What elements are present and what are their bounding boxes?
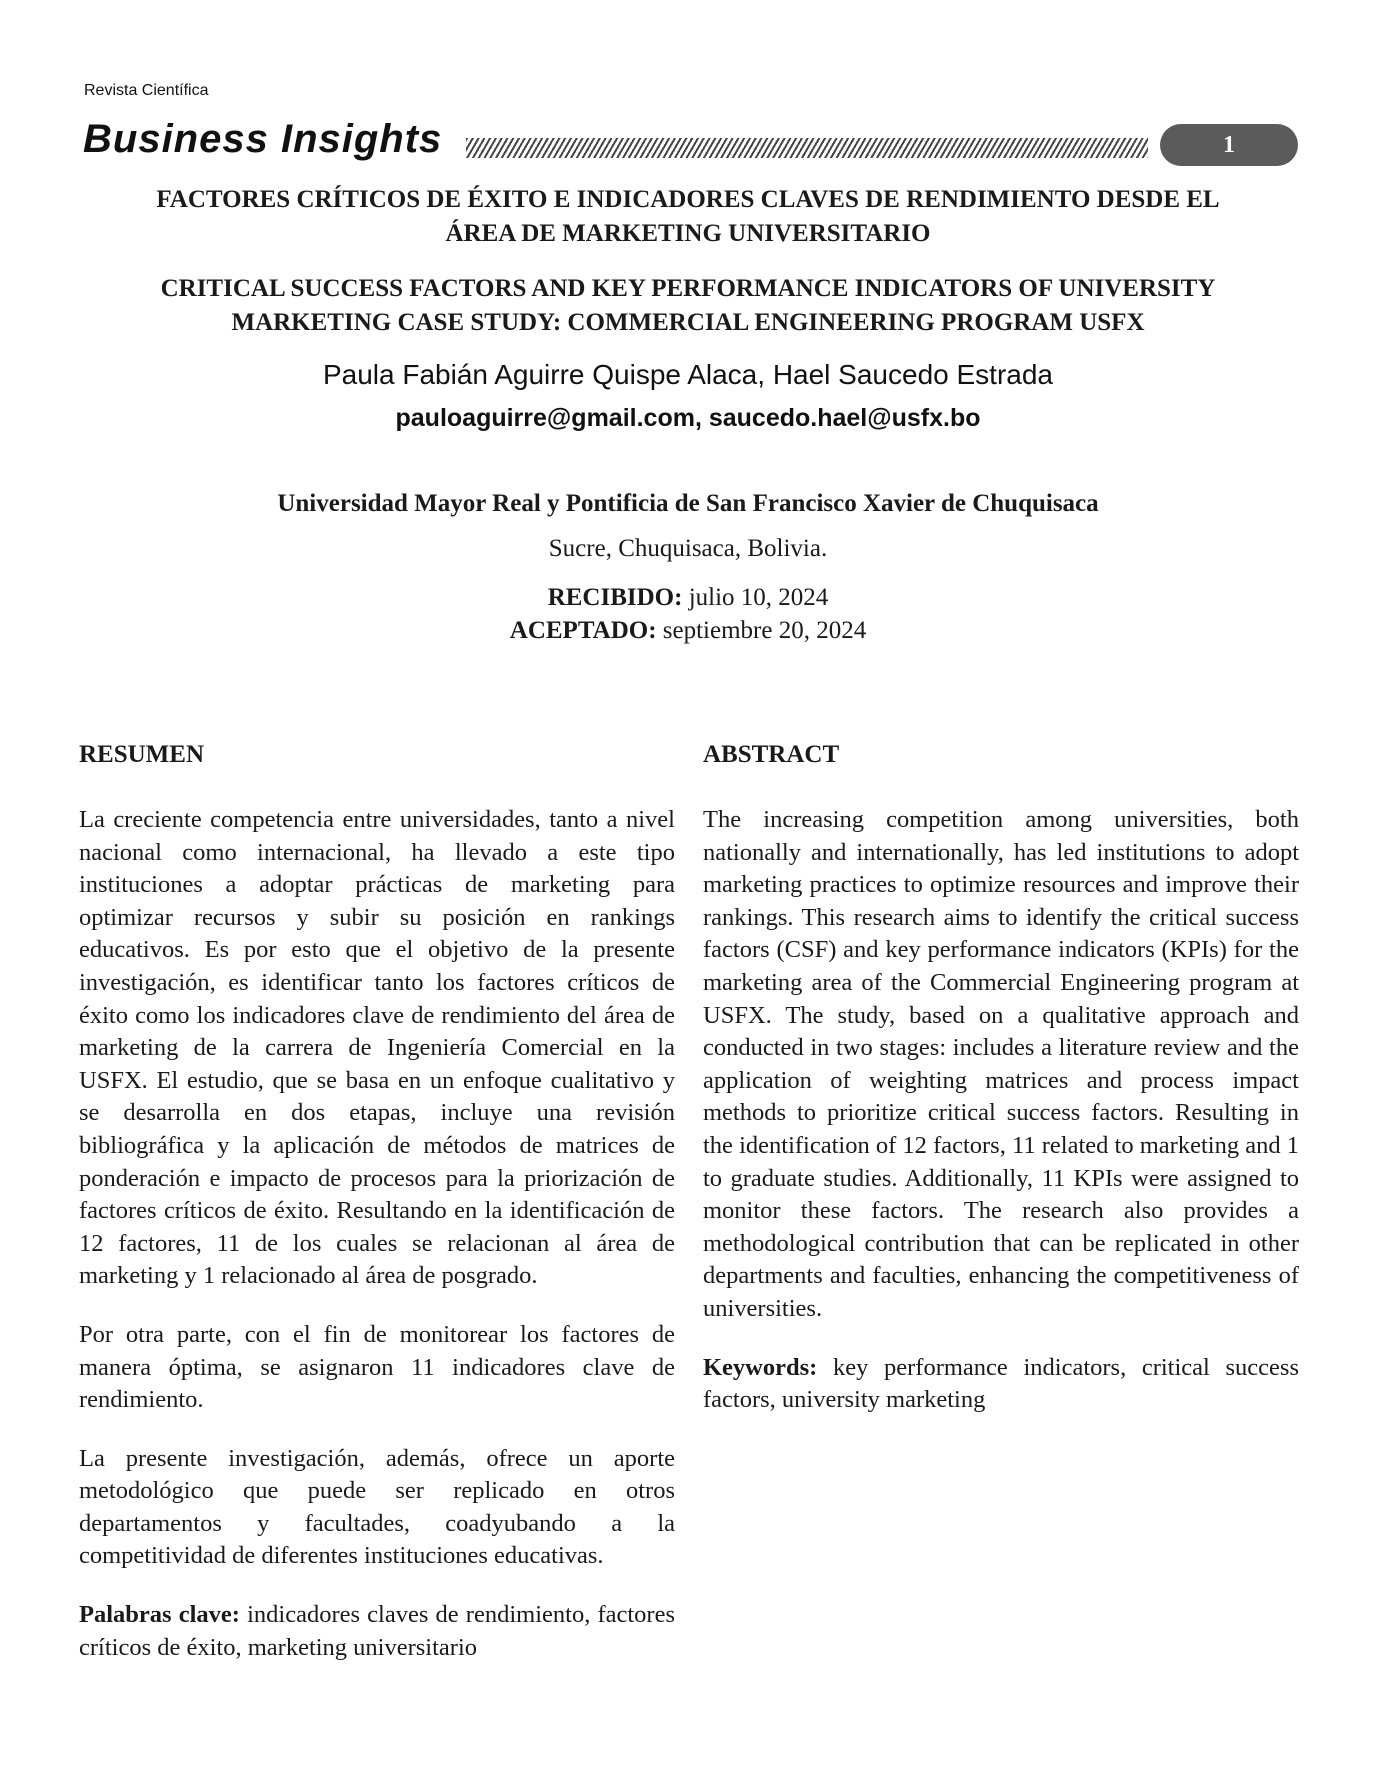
resumen-paragraph-3: La presente investigación, además, ofrece un aporte metodológico que puede ser replicado en otros departamentos y facultades, coadyubando a la competitividad de diferentes instituciones educativas. — [79, 1444, 675, 1570]
abstract-column — [703, 738, 1299, 1443]
accepted-value: septiembre 20, 2024 — [656, 617, 867, 644]
journal-label: Revista Científica — [84, 82, 209, 99]
resumen-keywords-label: Palabras clave: — [79, 1601, 240, 1629]
affiliation-location: Sucre, Chuquisaca, Bolivia. — [548, 535, 828, 562]
affiliation: Universidad Mayor Real y Pontificia de San Francisco Xavier de Chuquisaca — [277, 490, 1099, 517]
submission-dates — [0, 581, 1376, 647]
title-spanish-line2: ÁREA DE MARKETING UNIVERSITARIO — [445, 220, 931, 247]
title-spanish — [80, 183, 1296, 251]
abstract-keywords-text: key performance indicators, critical success factors, university marketing — [703, 1353, 1299, 1414]
title-english-line2: MARKETING CASE STUDY: COMMERCIAL ENGINEERING PROGRAM USFX — [231, 309, 1145, 336]
title-english — [80, 272, 1296, 340]
resumen-paragraph-1: La creciente competencia entre universidades, tanto a nivel nacional como internacional, ha llevado a este tipo instituciones a adoptar prácticas de marketing para optimizar recursos y subir su posición en rankings educativos. Es por esto que el objetivo de la presente investigación, es identificar tanto los factores críticos de éxito como los indicadores clave de rendimiento del área de marketing de la carrera de Ingeniería Comercial en la USFX. El estudio, que se basa en un enfoque cualitativo y se desarrolla en dos etapas, incluye una revisión bibliográfica y la aplicación de métodos de matrices de ponderación e impacto de procesos para la priorización de factores críticos de éxito. Resultando en la identificación de 12 factores, 11 de los cuales se relacionan al área de marketing y 1 relacionado al área de posgrado. — [79, 806, 675, 1290]
abstract-paragraph-1: The increasing competition among universities, both nationally and internationally, has led institutions to adopt marketing practices to optimize resources and improve their rankings. This research aims to identify the critical success factors (CSF) and key performance indicators (KPIs) for the marketing area of the Commercial Engineering program at USFX. The study, based on a qualitative approach and conducted in two stages: includes a literature review and the application of weighting matrices and process impact methods to prioritize critical success factors. Resulting in the identification of 12 factors, 11 related to marketing and 1 to graduate studies. Additionally, 11 KPIs were assigned to monitor these factors. The research also provides a methodological contribution that can be replicated in other departments and faculties, enhancing the competitiveness of universities. — [703, 806, 1299, 1322]
resumen-keywords — [79, 1599, 675, 1664]
resumen-paragraph-2: Por otra parte, con el fin de monitorear los factores de manera óptima, se asignaron 11 indicadores clave de rendimiento. — [79, 1320, 675, 1414]
accepted-label: ACEPTADO: — [509, 617, 657, 644]
author-emails: pauloaguirre@gmail.com, saucedo.hael@usfx.bo — [395, 404, 981, 432]
resumen-heading: RESUMEN — [79, 741, 205, 768]
title-spanish-line1: FACTORES CRÍTICOS DE ÉXITO E INDICADORES CLAVES DE RENDIMIENTO DESDE EL — [156, 186, 1220, 213]
received-date — [0, 581, 1376, 614]
resumen-keywords-text: indicadores claves de rendimiento, factores críticos de éxito, marketing universitario — [79, 1601, 676, 1661]
title-english-line1: CRITICAL SUCCESS FACTORS AND KEY PERFORMANCE INDICATORS OF UNIVERSITY — [160, 275, 1216, 302]
header-hatch-decoration — [466, 138, 1148, 158]
abstract-keywords — [703, 1352, 1299, 1417]
page-number-badge: 1 — [1160, 124, 1298, 166]
received-label: RECIBIDO: — [547, 584, 683, 611]
accepted-date — [0, 614, 1376, 647]
abstract-heading: ABSTRACT — [703, 741, 840, 768]
journal-name: Business Insights — [83, 117, 443, 161]
author-list: Paula Fabián Aguirre Quispe Alaca, Hael Saucedo Estrada — [322, 359, 1053, 390]
received-value: julio 10, 2024 — [682, 584, 829, 611]
resumen-column — [79, 738, 675, 1690]
abstract-keywords-label: Keywords: — [703, 1353, 818, 1381]
